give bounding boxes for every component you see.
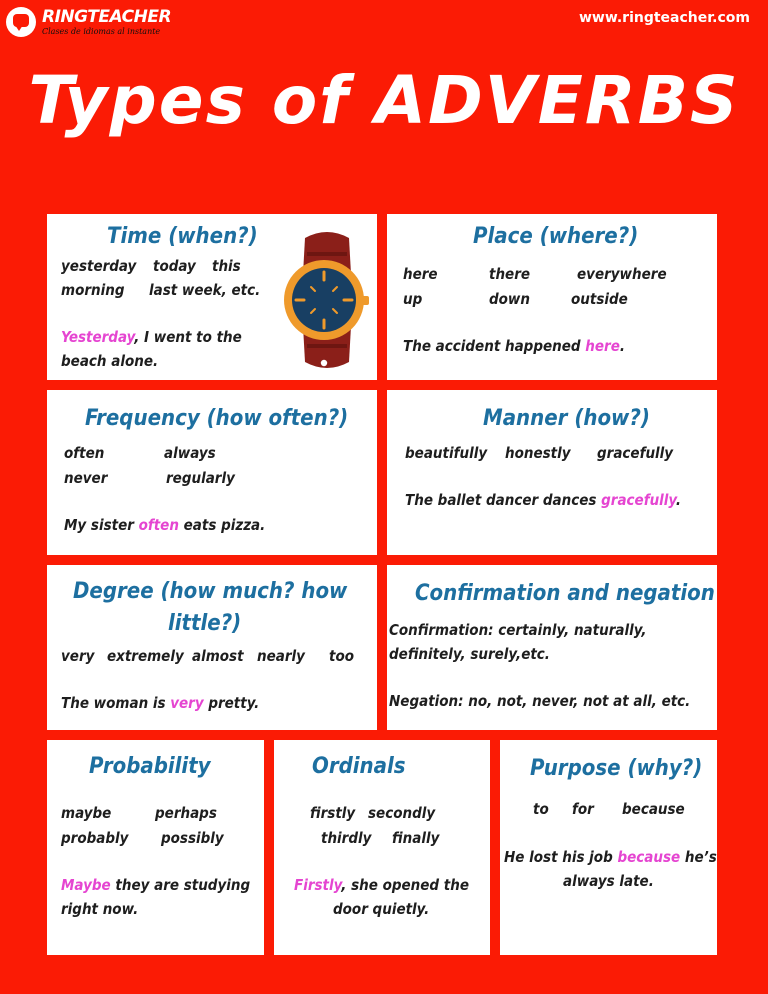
example-word: probably [61,829,129,847]
example-sentence: My sister often eats pizza. [64,516,266,534]
card-frequency [47,390,377,555]
example-sentence-cont: always late. [563,872,654,890]
card-purpose [500,740,717,955]
card-time [47,214,377,380]
brand-logo [6,4,171,40]
example-word: for [572,800,594,818]
card-title: Degree (how much? how [73,579,348,604]
example-word: to [533,800,549,818]
page-title: Types of ADVERBS [28,62,740,139]
example-word: today [153,257,196,275]
card-place [387,214,717,380]
example-word: always [164,444,216,462]
example-word: gracefully [597,444,674,462]
example-word: nearly [257,647,305,665]
example-sentence: Firstly, she opened the [294,876,469,894]
example-sentence: The accident happened here. [403,337,625,355]
example-word: almost [192,647,244,665]
card-probability [47,740,264,955]
example-word: possibly [161,829,224,847]
example-word: never [64,469,108,487]
example-word: regularly [166,469,235,487]
example-word: because [622,800,685,818]
highlight-word: here [585,337,620,355]
example-sentence: He lost his job because he’s [504,848,717,866]
brand-tagline: Clases de idiomas al instante [42,26,161,36]
example-word: extremely [107,647,184,665]
card-confirmation-negation [387,565,717,730]
confirmation-text: Confirmation: certainly, naturally, [389,621,647,639]
card-title: Place (where?) [473,224,639,249]
website-url: www.ringteacher.com [578,10,750,26]
example-word: here [403,265,438,283]
example-word: up [403,290,423,308]
example-sentence: The ballet dancer dances gracefully. [405,491,681,509]
example-word: thirdly [321,829,372,847]
example-sentence: The woman is very pretty. [61,694,260,712]
brand-name: RINGTEACHER [42,6,172,27]
highlight-word: often [138,516,179,534]
card-manner [387,390,717,555]
example-word: outside [571,290,628,308]
card-degree [47,565,377,730]
confirmation-text-cont: definitely, surely,etc. [389,645,550,663]
card-title: Confirmation and negation [415,581,715,606]
highlight-word: very [170,694,204,712]
example-word: morning [61,281,125,299]
example-word: very [61,647,95,665]
example-sentence-cont: door quietly. [333,900,430,918]
example-word: too [329,647,354,665]
example-word: often [64,444,105,462]
card-title: Purpose (why?) [530,756,703,781]
example-word: last week, etc. [149,281,261,299]
example-sentence: Maybe they are studying [61,876,251,894]
example-word: honestly [505,444,571,462]
example-word: maybe [61,804,112,822]
card-title-cont: little?) [168,611,242,636]
card-title: Ordinals [312,754,406,779]
example-word: beautifully [405,444,488,462]
example-word: down [489,290,531,308]
wristwatch-icon [283,226,371,374]
highlight-word: because [617,848,681,866]
example-word: this [212,257,241,275]
highlight-word: gracefully [601,491,676,509]
card-ordinals [274,740,490,955]
example-sentence: Yesterday, I went to the [61,328,242,346]
highlight-word: Firstly [294,876,342,894]
card-title: Time (when?) [107,224,258,249]
example-word: yesterday [61,257,137,275]
negation-text: Negation: no, not, never, not at all, etc. [389,692,691,710]
example-sentence-cont: right now. [61,900,139,918]
chat-bubble-icon [6,7,36,37]
card-title: Frequency (how often?) [85,406,349,431]
example-word: perhaps [155,804,217,822]
example-word: everywhere [577,265,667,283]
card-title: Manner (how?) [483,406,650,431]
highlight-word: Maybe [61,876,111,894]
card-title: Probability [89,754,211,779]
example-word: firstly [310,804,356,822]
example-word: finally [392,829,440,847]
example-word: there [489,265,531,283]
example-sentence-cont: beach alone. [61,352,159,370]
highlight-word: Yesterday [61,328,135,346]
example-word: secondly [368,804,436,822]
